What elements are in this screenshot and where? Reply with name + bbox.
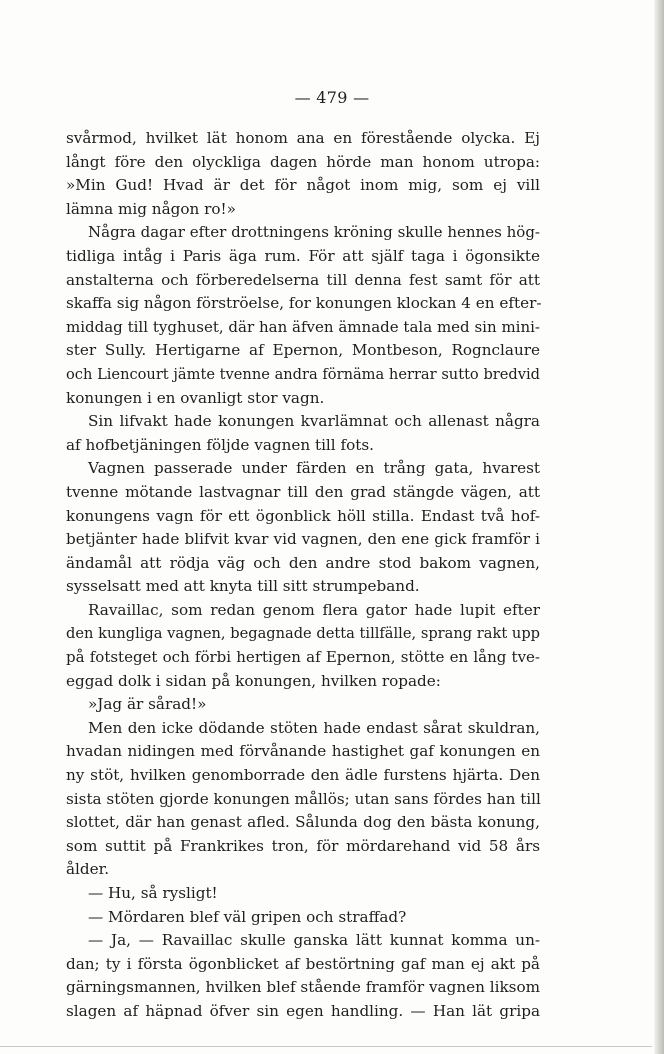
text-line: Men den icke dödande stöten hade endast sårat skuldran, [88,718,540,737]
page-bottom-edge [0,1046,652,1047]
text-line: middag till tyghuset, där han äfven ämnade tala med sin mini- [66,317,540,336]
text-line: »Min Gud! Hvad är det för något inom mig, som ej vill [66,176,540,195]
text-line: eggad dolk i sidan på konungen, hvilken ropade: [66,671,441,690]
text-line: på fotsteget och förbi hertigen af Epernon, stötte en lång tve- [66,648,540,667]
text-line: Vagnen passerade under färden en trång gata, hvarest [88,459,540,478]
text-line: »Jag är sårad!» [88,695,207,714]
text-line: ändamål att rödja väg och den andre stod bakom vagnen, [66,553,540,572]
text-line: af hofbetjäningen följde vagnen till fots. [66,435,374,454]
body-text [66,127,540,1024]
text-line: konungens vagn för ett ögonblick höll stilla. Endast två hof- [66,506,540,525]
text-line: sysselsatt med att knyta till sitt strumpeband. [66,577,420,596]
text-line: — Ja, — Ravaillac skulle ganska lätt kunnat komma un- [88,931,540,950]
text-line: ny stöt, hvilken genomborrade den ädle furstens hjärta. Den [66,766,540,785]
text-line: anstalterna och förberedelserna till denna fest samt för att [66,270,540,289]
text-line: — Mördaren blef väl gripen och straffad? [88,907,407,926]
text-line: tvenne mötande lastvagnar till den grad stängde vägen, att [66,482,540,501]
text-line: sista stöten gjorde konungen mållös; utan sans fördes han till [66,789,541,808]
text-line: Några dagar efter drottningens kröning skulle hennes hög- [88,223,540,242]
text-line: långt före den olyckliga dagen hörde man honom utropa: [66,152,540,171]
text-line: betjänter hade blifvit kvar vid vagnen, den ene gick framför i [66,530,540,549]
text-line: ster Sully. Hertigarne af Epernon, Montbeson, Rognclaure [66,341,540,360]
text-line: tidliga intåg i Paris äga rum. För att själf taga i ögonsikte [66,246,540,265]
text-line: ålder. [66,860,110,879]
text-line: svårmod, hvilket lät honom ana en förestående olycka. Ej [66,129,540,147]
text-line: den kungliga vagnen, begagnade detta tillfälle, sprang rakt upp [66,625,540,643]
text-line: hvadan nidingen med förvånande hastighet gaf konungen en [66,742,540,761]
text-line: gärningsmannen, hvilken blef stående framför vagnen liksom [66,978,540,997]
text-line: Ravaillac, som redan genom flera gator hade lupit efter [88,600,540,619]
text-line: lämna mig någon ro!» [66,199,236,218]
page-binding-edge [654,0,664,1054]
text-line: dan; ty i första ögonblicket af bestörtning gaf man ej akt på [66,954,540,973]
text-line: — Hu, så rysligt! [88,884,218,902]
text-line: Sin lifvakt hade konungen kvarlämnat och allenast några [88,412,540,431]
text-line: och Liencourt jämte tvenne andra förnäma herrar sutto bredvid [66,365,540,383]
text-line: slagen af häpnad öfver sin egen handling. — Han lät gripa [66,1001,540,1020]
text-line: slottet, där han genast afled. Sålunda dog den bästa konung, [66,813,540,832]
text-line: konungen i en ovanligt stor vagn. [66,388,325,407]
page-number: — 479 — [294,88,370,107]
text-line: skaffa sig någon förströelse, for konungen klockan 4 en efter- [66,294,542,313]
text-line: som suttit på Frankrikes tron, för mördarehand vid 58 års [66,836,540,855]
